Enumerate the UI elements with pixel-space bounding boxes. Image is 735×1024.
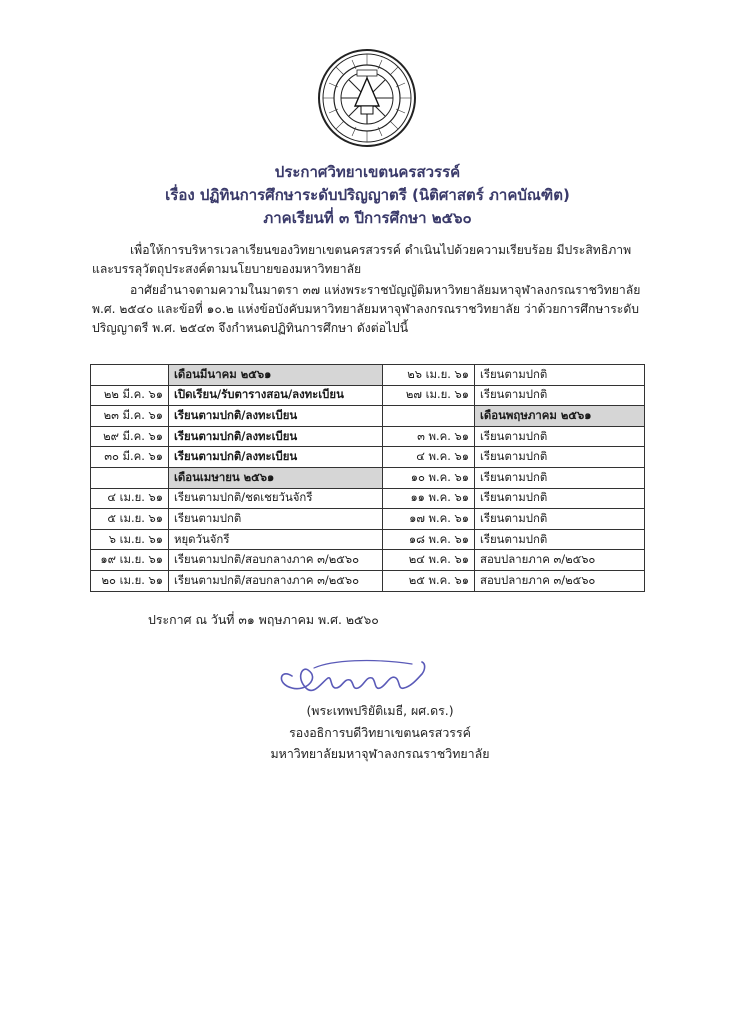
calendar-event: เรียนตามปกติ (475, 385, 645, 406)
preamble-paragraph: เพื่อให้การบริหารเวลาเรียนของวิทยาเขตนครสวรรค์ ดำเนินไปด้วยความเรียบร้อย มีประสิทธิภาพ และบรรลุวัตถุประสงค์ตามนโยบายของมหาวิทยาลัย (92, 243, 632, 277)
announcement-title: ประกาศวิทยาเขตนครสวรรค์ (274, 163, 461, 181)
calendar-date: ๑๑ พ.ค. ๖๑ (383, 488, 475, 509)
calendar-date: ๖ เม.ย. ๖๑ (91, 529, 169, 550)
calendar-date: ๒๒ มี.ค. ๖๑ (91, 385, 169, 406)
announcement-date: ประกาศ ณ วันที่ ๓๑ พฤษภาคม พ.ศ. ๒๕๖๐ (148, 612, 379, 627)
calendar-event: เรียนตามปกติ (475, 529, 645, 550)
calendar-event: เรียนตามปกติ (475, 488, 645, 509)
calendar-event: สอบปลายภาค ๓/๒๕๖๐ (475, 570, 645, 591)
calendar-date: ๑๙ เม.ย. ๖๑ (91, 550, 169, 571)
calendar-event: เรียนตามปกติ/สอบกลางภาค ๓/๒๕๖๐ (169, 550, 383, 571)
signatory-position: รองอธิการบดีวิทยาเขตนครสวรรค์ (289, 725, 471, 740)
calendar-event: เรียนตามปกติ (169, 509, 383, 530)
month-header: เดือนมีนาคม ๒๕๖๑ (169, 365, 383, 386)
table-row (91, 385, 645, 406)
calendar-date: ๒๔ พ.ค. ๖๑ (383, 550, 475, 571)
calendar-date: ๓ พ.ค. ๖๑ (383, 426, 475, 447)
table-row (91, 467, 645, 488)
academic-calendar-table (90, 364, 645, 592)
calendar-date: ๑๗ พ.ค. ๖๑ (383, 509, 475, 530)
calendar-date: ๒๙ มี.ค. ๖๑ (91, 426, 169, 447)
calendar-event: เรียนตามปกติ/ชดเชยวันจักรี (169, 488, 383, 509)
calendar-event: เรียนตามปกติ (475, 426, 645, 447)
calendar-event: เรียนตามปกติ (475, 365, 645, 386)
table-row (91, 447, 645, 468)
calendar-date: ๑๐ พ.ค. ๖๑ (383, 467, 475, 488)
announcement-subject: เรื่อง ปฏิทินการศึกษาระดับปริญญาตรี (นิติศาสตร์ ภาคบัณฑิต) (165, 186, 570, 204)
calendar-date: ๒๕ พ.ค. ๖๑ (383, 570, 475, 591)
calendar-date (91, 467, 169, 488)
table-row (91, 365, 645, 386)
calendar-event: เปิดเรียน/รับตารางสอน/ลงทะเบียน (169, 385, 383, 406)
calendar-event: เรียนตามปกติ/ลงทะเบียน (169, 447, 383, 468)
calendar-event: หยุดวันจักรี (169, 529, 383, 550)
calendar-event: เรียนตามปกติ (475, 509, 645, 530)
calendar-date: ๒๓ มี.ค. ๖๑ (91, 406, 169, 427)
month-header: เดือนเมษายน ๒๕๖๑ (169, 467, 383, 488)
table-row (91, 509, 645, 530)
calendar-date (383, 406, 475, 427)
table-row (91, 550, 645, 571)
table-row (91, 406, 645, 427)
signature-icon (262, 648, 442, 700)
calendar-event: เรียนตามปกติ (475, 447, 645, 468)
table-row (91, 529, 645, 550)
calendar-date: ๓๐ มี.ค. ๖๑ (91, 447, 169, 468)
calendar-event: เรียนตามปกติ/ลงทะเบียน (169, 426, 383, 447)
table-row (91, 426, 645, 447)
calendar-date: ๒๐ เม.ย. ๖๑ (91, 570, 169, 591)
table-row (91, 488, 645, 509)
calendar-date: ๕ เม.ย. ๖๑ (91, 509, 169, 530)
authority-paragraph: อาศัยอำนาจตามความในมาตรา ๓๗ แห่งพระราชบัญญัติมหาวิทยาลัยมหาจุฬาลงกรณราชวิทยาลัย พ.ศ. ๒๕๔๐ และข้อที่ ๑๐.๒ แห่งข้อบังคับมหาวิทยาลัยมหาจุฬาลงกรณราชวิทยาลัย ว่าด้วยการศึกษาระดับปริญญาตรี พ.ศ. ๒๕๔๓ จึงกำหนดปฏิทินการศึกษา ดังต่อไปนี้ (92, 283, 641, 336)
calendar-event: สอบปลายภาค ๓/๒๕๖๐ (475, 550, 645, 571)
calendar-event: เรียนตามปกติ/สอบกลางภาค ๓/๒๕๖๐ (169, 570, 383, 591)
university-seal-icon (317, 48, 417, 148)
calendar-date: ๔ พ.ค. ๖๑ (383, 447, 475, 468)
table-row (91, 570, 645, 591)
signatory-organization: มหาวิทยาลัยมหาจุฬาลงกรณราชวิทยาลัย (270, 746, 490, 761)
calendar-date (91, 365, 169, 386)
announcement-term: ภาคเรียนที่ ๓ ปีการศึกษา ๒๕๖๐ (263, 209, 472, 227)
calendar-date: ๒๗ เม.ย. ๖๑ (383, 385, 475, 406)
calendar-event: เรียนตามปกติ (475, 467, 645, 488)
calendar-date: ๑๘ พ.ค. ๖๑ (383, 529, 475, 550)
calendar-event: เรียนตามปกติ/ลงทะเบียน (169, 406, 383, 427)
signatory-name: (พระเทพปริยัติเมธี, ผศ.ดร.) (306, 703, 454, 718)
calendar-date: ๒๖ เม.ย. ๖๑ (383, 365, 475, 386)
month-header: เดือนพฤษภาคม ๒๕๖๑ (475, 406, 645, 427)
calendar-date: ๔ เม.ย. ๖๑ (91, 488, 169, 509)
